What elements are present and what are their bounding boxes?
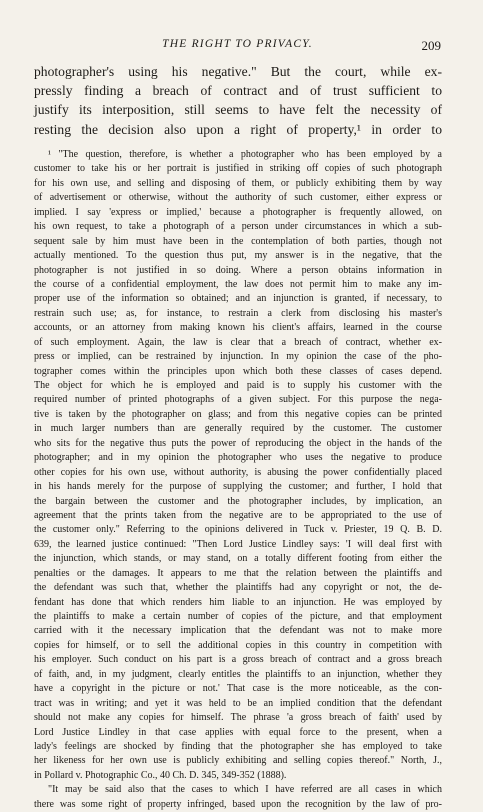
page-number: 209 xyxy=(421,38,441,53)
footnote-line: there was some right of property infringed, based upon the recognition by the law of pro- xyxy=(34,798,442,810)
footnote-line: the customer only." Referring to the opinions delivered in Tuck v. Priester, 19 Q. B. D. xyxy=(34,524,442,536)
footnote-line: press or implied, can be restrained by injunction. In my opinion the case of the pho- xyxy=(34,351,442,363)
body-text-line: justify its interposition, still seems to have felt the necessity of xyxy=(34,102,442,118)
footnote-line: the course of a confidential employment, the law does not permit him to make any im- xyxy=(34,278,442,290)
footnote-line: lady's feelings are shocked by finding that the photographer she has employed to take xyxy=(34,740,442,752)
footnote-line: photographer; and in my opinion the photographer who uses the negative to produce xyxy=(34,452,442,464)
footnote-line: of such employment. Again, the law is clear that a breach of contract, whether ex- xyxy=(34,336,442,348)
footnote-line: proper use of the information so obtained; and an injunction is granted, if necessary, to xyxy=(34,293,442,305)
footnote-line: Lord Justice Lindley in that case applies with equal force to the present, when a xyxy=(34,726,442,738)
footnote-line: have a copyright in the picture or not.' That case is the more noticeable, as the con- xyxy=(34,683,442,695)
footnote-line: agreement that the prints taken from the negative are to be appropriated to the use of xyxy=(34,509,442,521)
footnote-line: sequent sale by him must have been in the contemplation of both parties, though not xyxy=(34,235,442,247)
footnote-line: should not make any copies for himself. The phrase 'a gross breach of faith' used by xyxy=(34,712,442,724)
footnote-line: ¹ "The question, therefore, is whether a photographer who has been employed by a xyxy=(48,149,442,160)
footnote-line: required number of printed photographs of a given subject. For this purpose the nega- xyxy=(34,394,442,406)
footnote-line: customer to take his or her portrait is justified in striking off copies of such photograph xyxy=(34,163,442,175)
footnote-line: accounts, or an attorney from making known his client's affairs, learned in the course xyxy=(34,322,442,334)
footnote-line: his employer. Such conduct on his part is a gross breach of contract and a gross breach xyxy=(34,654,442,666)
footnote-line: fendant has done that which renders him liable to an injunction. He was employed by xyxy=(34,596,442,608)
body-text-line: resting the decision also upon a right of property,¹ in order to xyxy=(34,121,442,137)
footnote-line: carried with it the necessary implication that the defendant was not to make more xyxy=(34,625,442,637)
footnote-line: penalties or the damages. It appears to me that the relation between the plaintiffs and xyxy=(34,567,442,579)
footnote-line: implied. I say 'express or implied,' because a photographer is frequently allowed, on xyxy=(34,206,442,218)
footnote-line: in his hands merely for the purpose of supplying the customer; and further, I hold that xyxy=(34,481,442,493)
body-text-line: photographer's using his negative." But the court, while ex- xyxy=(34,64,442,79)
footnote-line: tive is taken by the photographer on glass; and from this negative copies can be printed xyxy=(34,408,442,420)
footnote-line: photographer is not justified in so doing. Where a person obtains information in xyxy=(34,264,442,276)
running-title: THE RIGHT TO PRIVACY. xyxy=(162,38,313,50)
footnote-line: actually mentioned. To the question thus put, my answer is in the negative, that the xyxy=(34,250,442,262)
footnote-line: the bargain between the customer and the photographer includes, by implication, an xyxy=(34,495,442,507)
footnote-line: in much larger numbers than are generally required by the customer. The customer xyxy=(34,423,442,435)
footnote-line: tract was in writing; and yet it was held to be an implied condition that the defendant xyxy=(34,697,442,709)
footnote-line: copies for himself, or to sell the additional copies in this country in competition with xyxy=(34,639,442,651)
footnote-line: the defendant was such that, whether the plaintiffs had any copyright or not, the de- xyxy=(34,582,442,594)
footnote-line: his own request, to take a photograph of a person under circumstances in which a sub- xyxy=(34,221,442,233)
page-header xyxy=(34,38,441,54)
body-paragraph xyxy=(34,62,442,139)
body-text-line: pressly finding a breach of contract and of trust sufficient to xyxy=(34,83,442,99)
footnote-line: The object for which he is employed and paid is to supply his customer with the xyxy=(34,380,442,391)
footnote-line: "It may be said also that the cases to which I have referred are all cases in which xyxy=(48,784,442,796)
footnote-line: of faith, and, in my judgment, clearly entitles the plaintiffs to an injunction, whether they xyxy=(34,668,442,680)
footnote-line: in Pollard v. Photographic Co., 40 Ch. D. 345, 349-352 (1888). xyxy=(34,769,287,781)
footnote-line: her likeness for her own use is publicly exhibiting and selling copies thereof." North, J., xyxy=(34,755,442,767)
footnote-line: other copies for his own use, without authority, is abusing the power confidentially placed xyxy=(34,466,442,478)
footnote-line: 639, the learned justice continued: "Then Lord Justice Lindley says: 'I will deal first with xyxy=(34,538,442,550)
footnote-line: the plaintiffs to make a certain number of copies of the picture, and that employment xyxy=(34,611,442,622)
footnote-line: restrain such use; as, for instance, to restrain a clerk from disclosing his master's xyxy=(34,307,442,319)
footnote-line: the injunction, which stands, or may stand, on a totally different footing from either the xyxy=(34,553,442,565)
footnote-line: of advertisement or otherwise, without the authority of such customer, either express or xyxy=(34,192,442,204)
footnote-line: tographer comes within the principles upon which both these classes of cases depend. xyxy=(34,365,442,377)
footnote xyxy=(34,148,442,812)
footnote-line: who sits for the negative thus puts the power of reproducing the object in the hands of the xyxy=(34,437,442,449)
footnote-line: for his own use, and selling and disposing of them, or publicly exhibiting them by way xyxy=(34,177,442,189)
